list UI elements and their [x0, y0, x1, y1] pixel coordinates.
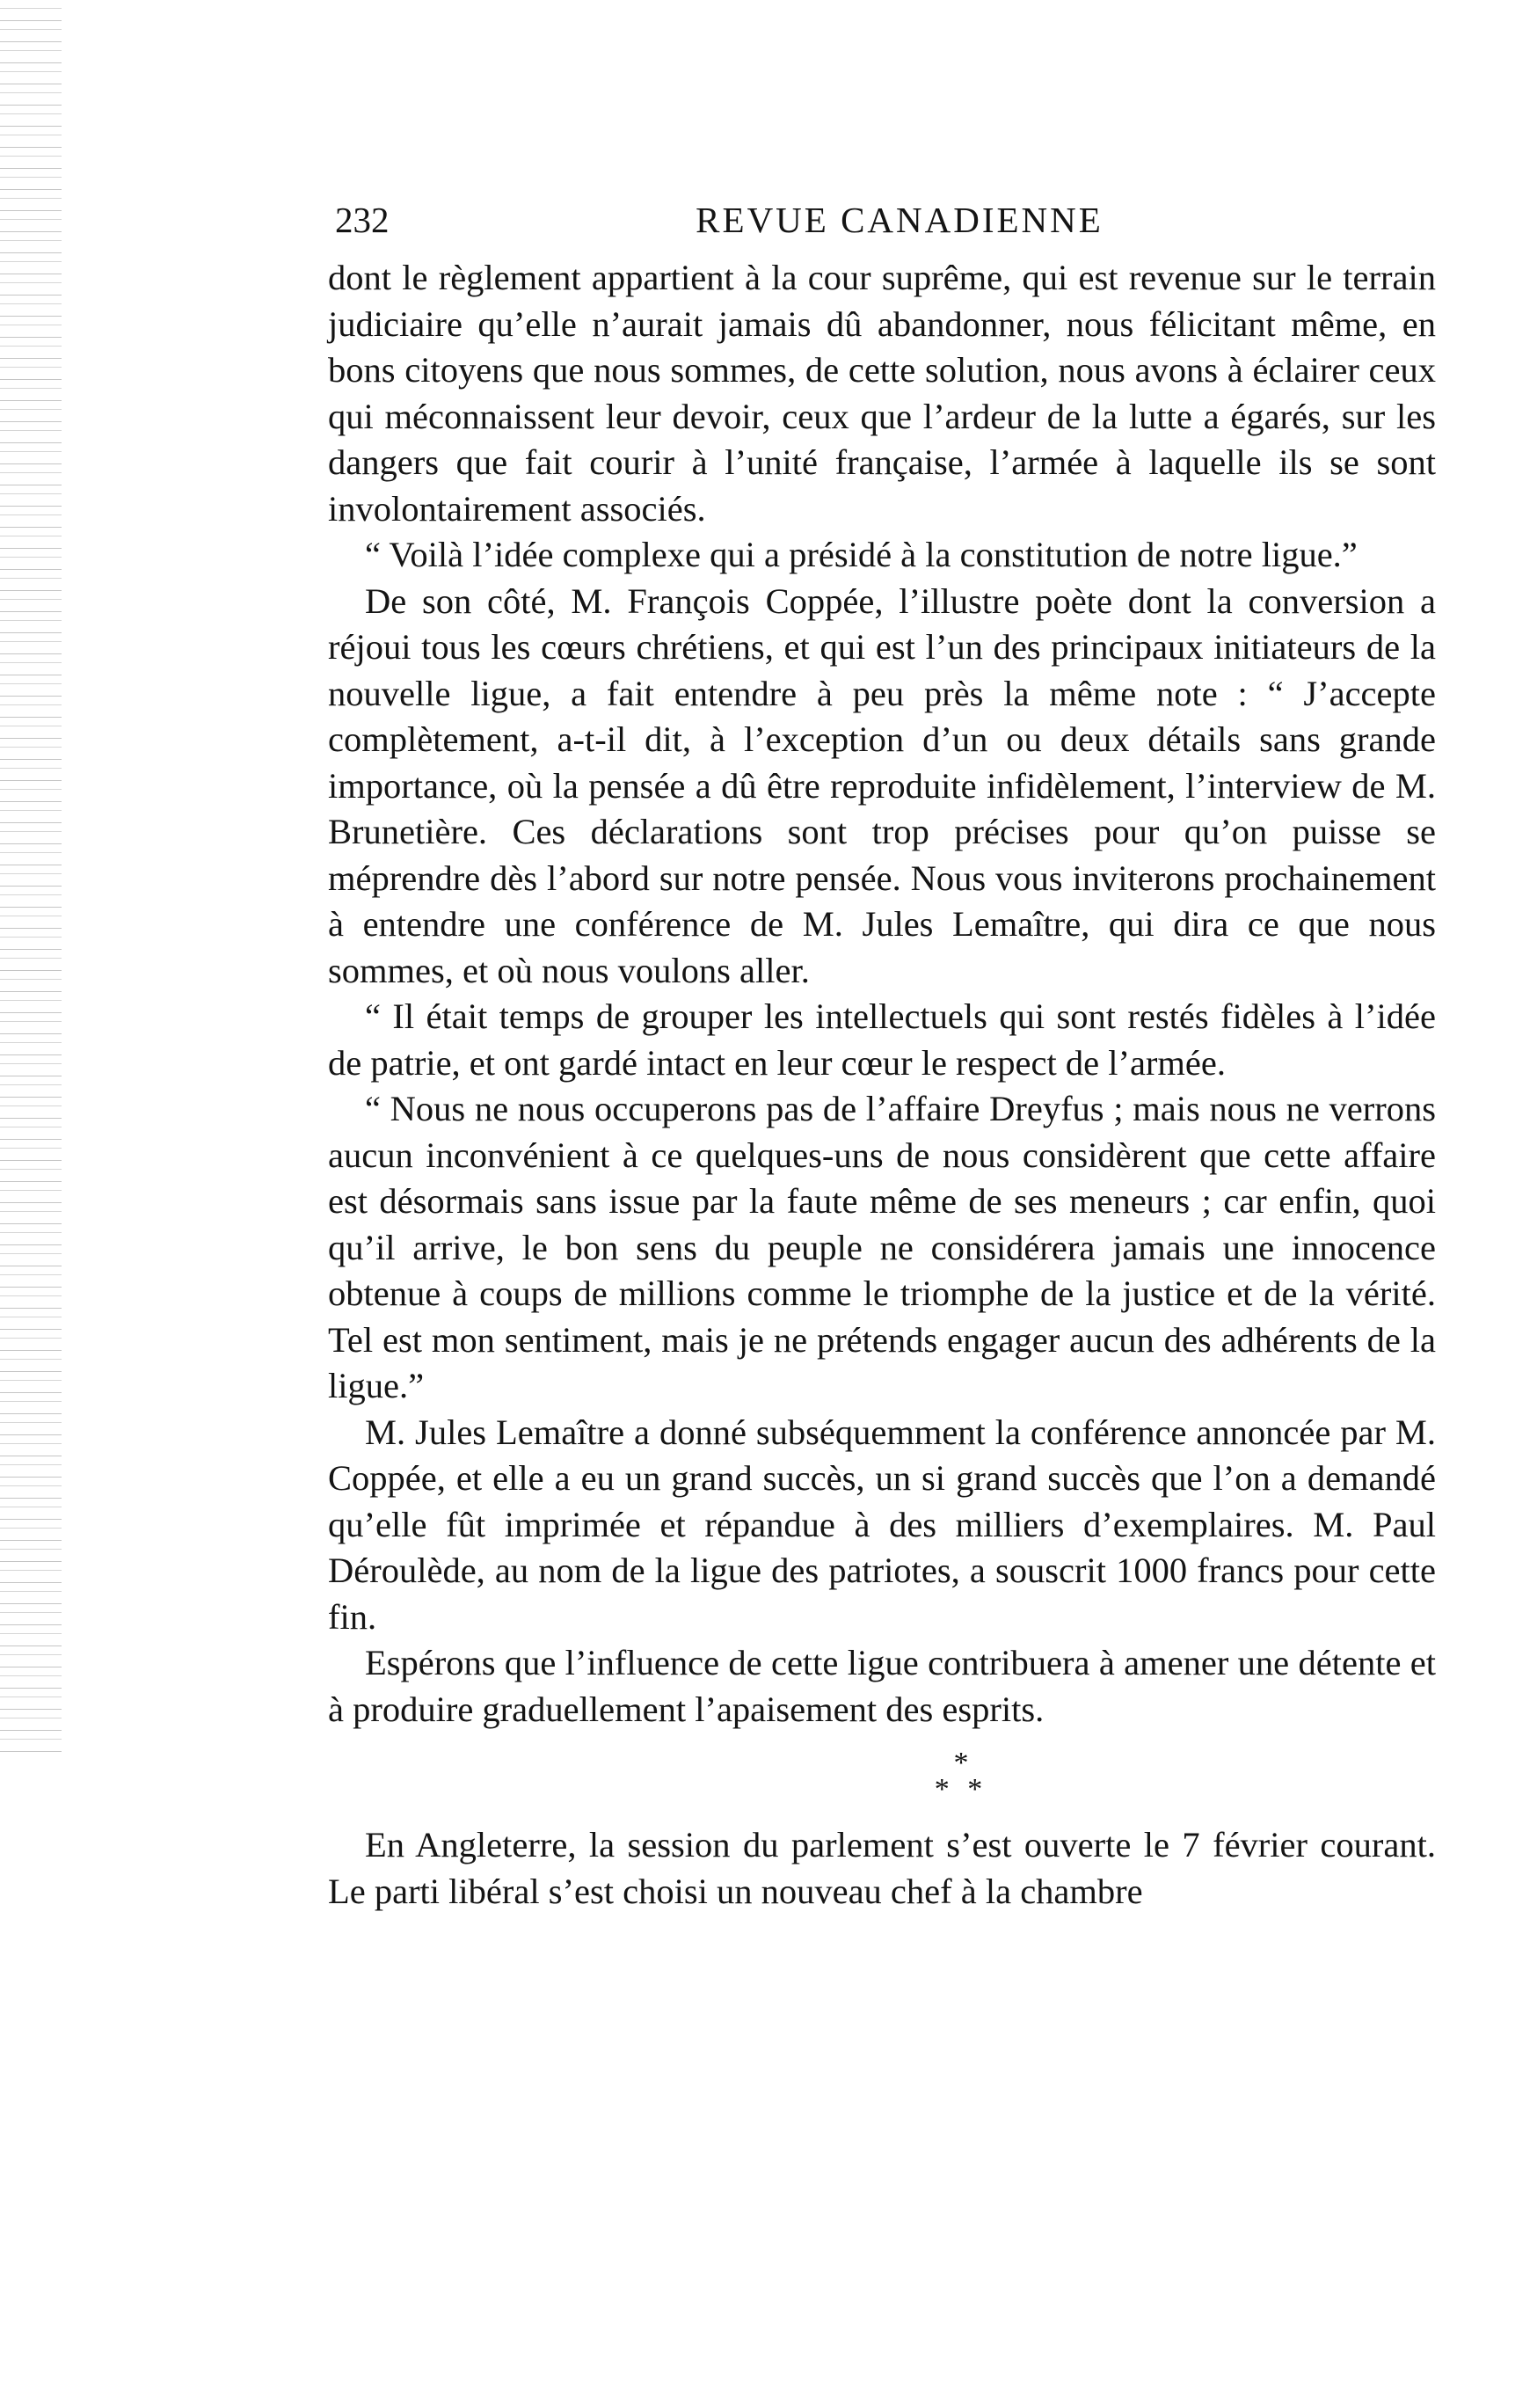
running-head [328, 193, 1436, 246]
journal-title: REVUE CANADIENNE [696, 200, 1104, 240]
paragraph-coppee: De son côté, M. François Coppée, l’illustre poète dont la conversion a réjoui tous les cœurs chrétiens, et qui est l’un des principaux initiateurs de la nouvelle ligue, a fait entendre à peu près la même note : “ J’accepte complètement, a-t-il dit, à l’exception d’un ou deux détails sans grande importance, où la pensée a dû être reproduite infidèlement, l’interview de M. Brunetière. Ces déclarations sont trop précises pour qu’on puisse se méprendre dès l’abord sur notre pensée. Nous vous inviterons prochainement à entendre une conférence de M. Jules Lemaître, qui dira ce que nous sommes, et où nous voulons aller. [328, 580, 1436, 990]
asterism-top: * [953, 1747, 969, 1779]
paragraph-lemaitre: M. Jules Lemaître a donné subséquemment la conférence annoncée par M. Coppée, et elle a eu un grand succès, un si grand succès que l’on a demandé qu’elle fût imprimée et répandue à des milliers d’exemplaires. M. Paul Déroulède, au nom de la ligue des patriotes, a souscrit 1000 francs pour cette fin. [328, 1412, 1436, 1637]
paragraph-continuation: dont le règlement appartient à la cour suprême, qui est revenue sur le terrain judiciaire qu’elle n’aurait jamais dû abandonner, nous félicitant même, en bons citoyens que nous sommes, de cette solution, nous avons à éclairer ceux qui méconnaissent leur devoir, ceux que l’ardeur de la lutte a égarés, sur les dangers que fait courir à l’unité française, l’armée à laquelle ils se sont involontairement associés. [328, 258, 1436, 529]
binding-edge-shadow [0, 0, 62, 1759]
book-page [328, 193, 1436, 1915]
paragraph-intellectuels: “ Il était temps de grouper les intellectuels qui sont restés fidèles à l’idée de patrie, et ont gardé intact en leur cœur le respect de l’armée. [328, 996, 1436, 1083]
paragraph-quote-ligue: “ Voilà l’idée complexe qui a présidé à la constitution de notre ligue.” [365, 535, 1358, 574]
section-asterism [328, 1747, 1436, 1806]
body-text [328, 255, 1436, 1915]
paragraph-esperons: Espérons que l’influence de cette ligue contribuera à amener une détente et à produire graduellement l’apaisement des esprits. [328, 1643, 1436, 1729]
paragraph-angleterre: En Angleterre, la session du parlement s’est ouverte le 7 février courant. Le parti libéral s’est choisi un nouveau chef à la chambre [328, 1825, 1436, 1911]
paragraph-dreyfus: “ Nous ne nous occuperons pas de l’affaire Dreyfus ; mais nous ne verrons aucun inconvénient à ce quelques-uns de nous considèrent que cette affaire est désormais sans issue par la faute même de ses meneurs ; car enfin, quoi qu’il arrive, le bon sens du peuple ne considérera jamais une innocence obtenue à coups de millions comme le triomphe de la justice et de la vérité. Tel est mon sentiment, mais je ne prétends engager aucun des adhérents de la ligue.” [328, 1089, 1436, 1405]
page-number: 232 [335, 200, 390, 240]
asterism-bottom: * * [934, 1773, 988, 1806]
